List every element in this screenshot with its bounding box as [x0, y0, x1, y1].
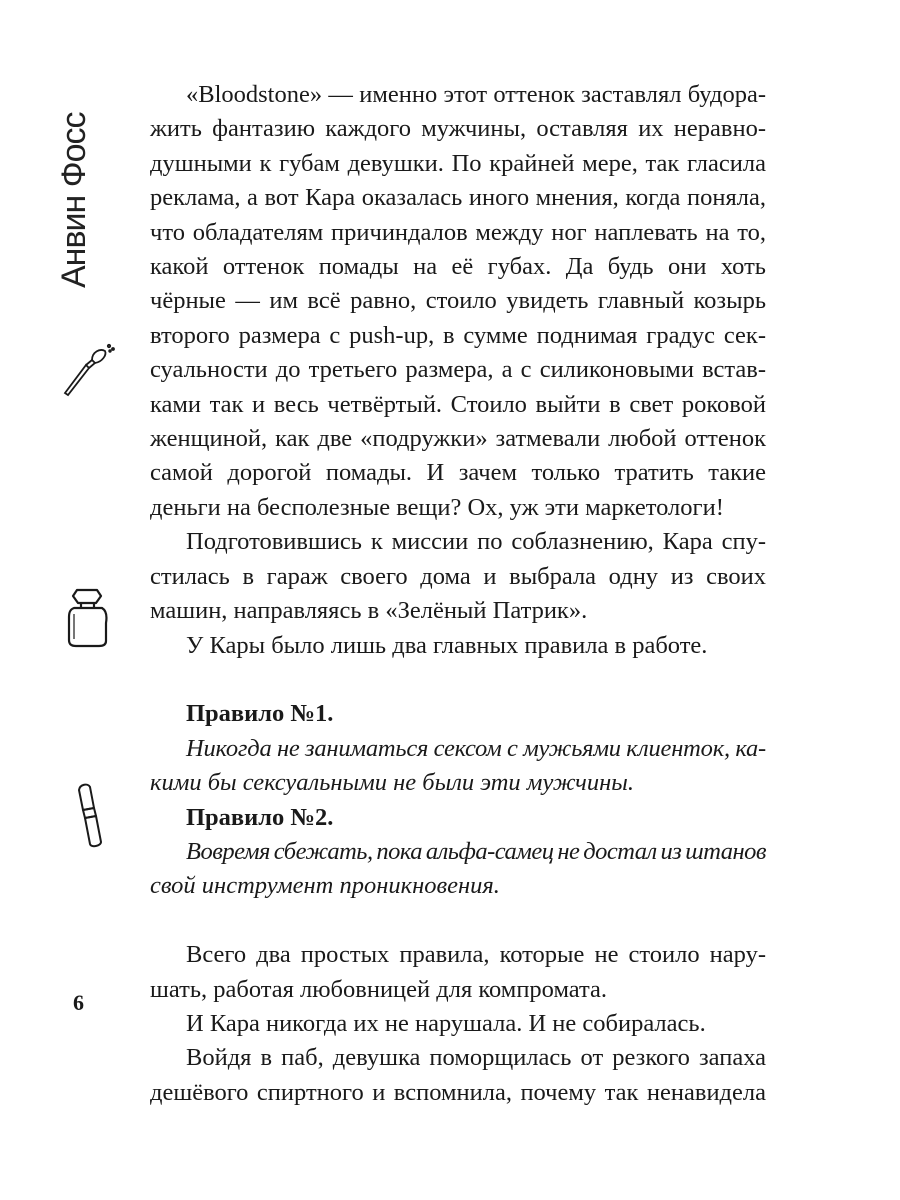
page-number: 6: [73, 990, 84, 1015]
text-line: суальности до третьего размера, а с силиконовыми встав-: [150, 356, 766, 384]
rule-heading: Правило №2.: [186, 803, 334, 831]
blank-line: [150, 663, 766, 697]
text-line: реклама, а вот Кара оказалась иного мнения, когда поняла,: [150, 184, 766, 212]
blank-line: [150, 904, 766, 938]
rule-text-line: Вовремя сбежать, пока альфа-самец не достал из штанов: [186, 837, 766, 865]
body-text: [150, 78, 766, 1110]
text-line: деньги на бесполезные вещи? Ох, уж эти маркетологи!: [150, 493, 724, 521]
text-line: душными к губам девушки. По крайней мере, так гласила: [150, 149, 766, 177]
text-line: машин, направляясь в «Зелёный Патрик».: [150, 597, 588, 625]
rule-text-line: «Bloodstone» — именно этот оттенок заставлял будора-: [186, 81, 766, 108]
perfume-bottle-icon: [66, 587, 110, 649]
rule-text-line: Никогда не заниматься сексом с мужьями клиенток, ка-: [186, 734, 766, 762]
rule-text-line: Подготовившись к миссии по соблазнению, Кара спу-: [186, 528, 766, 556]
text-line: женщиной, как две «подружки» затмевали любой оттенок: [150, 425, 766, 453]
lipstick-icon: [74, 780, 110, 850]
text-line: самой дорогой помады. И зачем только тратить такие: [150, 459, 766, 487]
rule-text-line: Всего два простых правила, которые не стоило нару-: [186, 941, 766, 969]
text-line: второго размера с push-up, в сумме поднимая градус сек-: [150, 321, 766, 349]
rule-heading: Правило №1.: [186, 700, 334, 728]
rule-text-line: Войдя в паб, девушка поморщилась от резкого запаха: [186, 1044, 766, 1072]
text-line: что обладателям причиндалов между ног наплевать на то,: [150, 218, 766, 246]
makeup-brush-icon: [62, 340, 122, 400]
rule-text-line: И Кара никогда их не нарушала. И не собиралась.: [186, 1009, 706, 1037]
text-line: жить фантазию каждого мужчины, оставляя их неравно-: [150, 115, 766, 143]
text-line: стилась в гараж своего дома и выбрала одну из своих: [150, 562, 766, 590]
text-line: дешёвого спиртного и вспомнила, почему так ненавидела: [150, 1078, 766, 1106]
rule-text-line: У Кары было лишь два главных правила в работе.: [186, 631, 708, 659]
text-line: какой оттенок помады на её губах. Да будь они хоть: [150, 253, 766, 281]
text-line: шать, работая любовницей для компромата.: [150, 975, 608, 1003]
running-header-author: Анвин Фосс: [55, 112, 93, 288]
rule-text-line: кими бы сексуальными не были эти мужчины.: [150, 769, 634, 797]
text-line: ками так и весь четвёртый. Стоило выйти в свет роковой: [150, 390, 766, 418]
rule-text-line: свой инструмент проникновения.: [150, 872, 500, 900]
text-line: чёрные — им всё равно, стоило увидеть главный козырь: [150, 287, 766, 315]
